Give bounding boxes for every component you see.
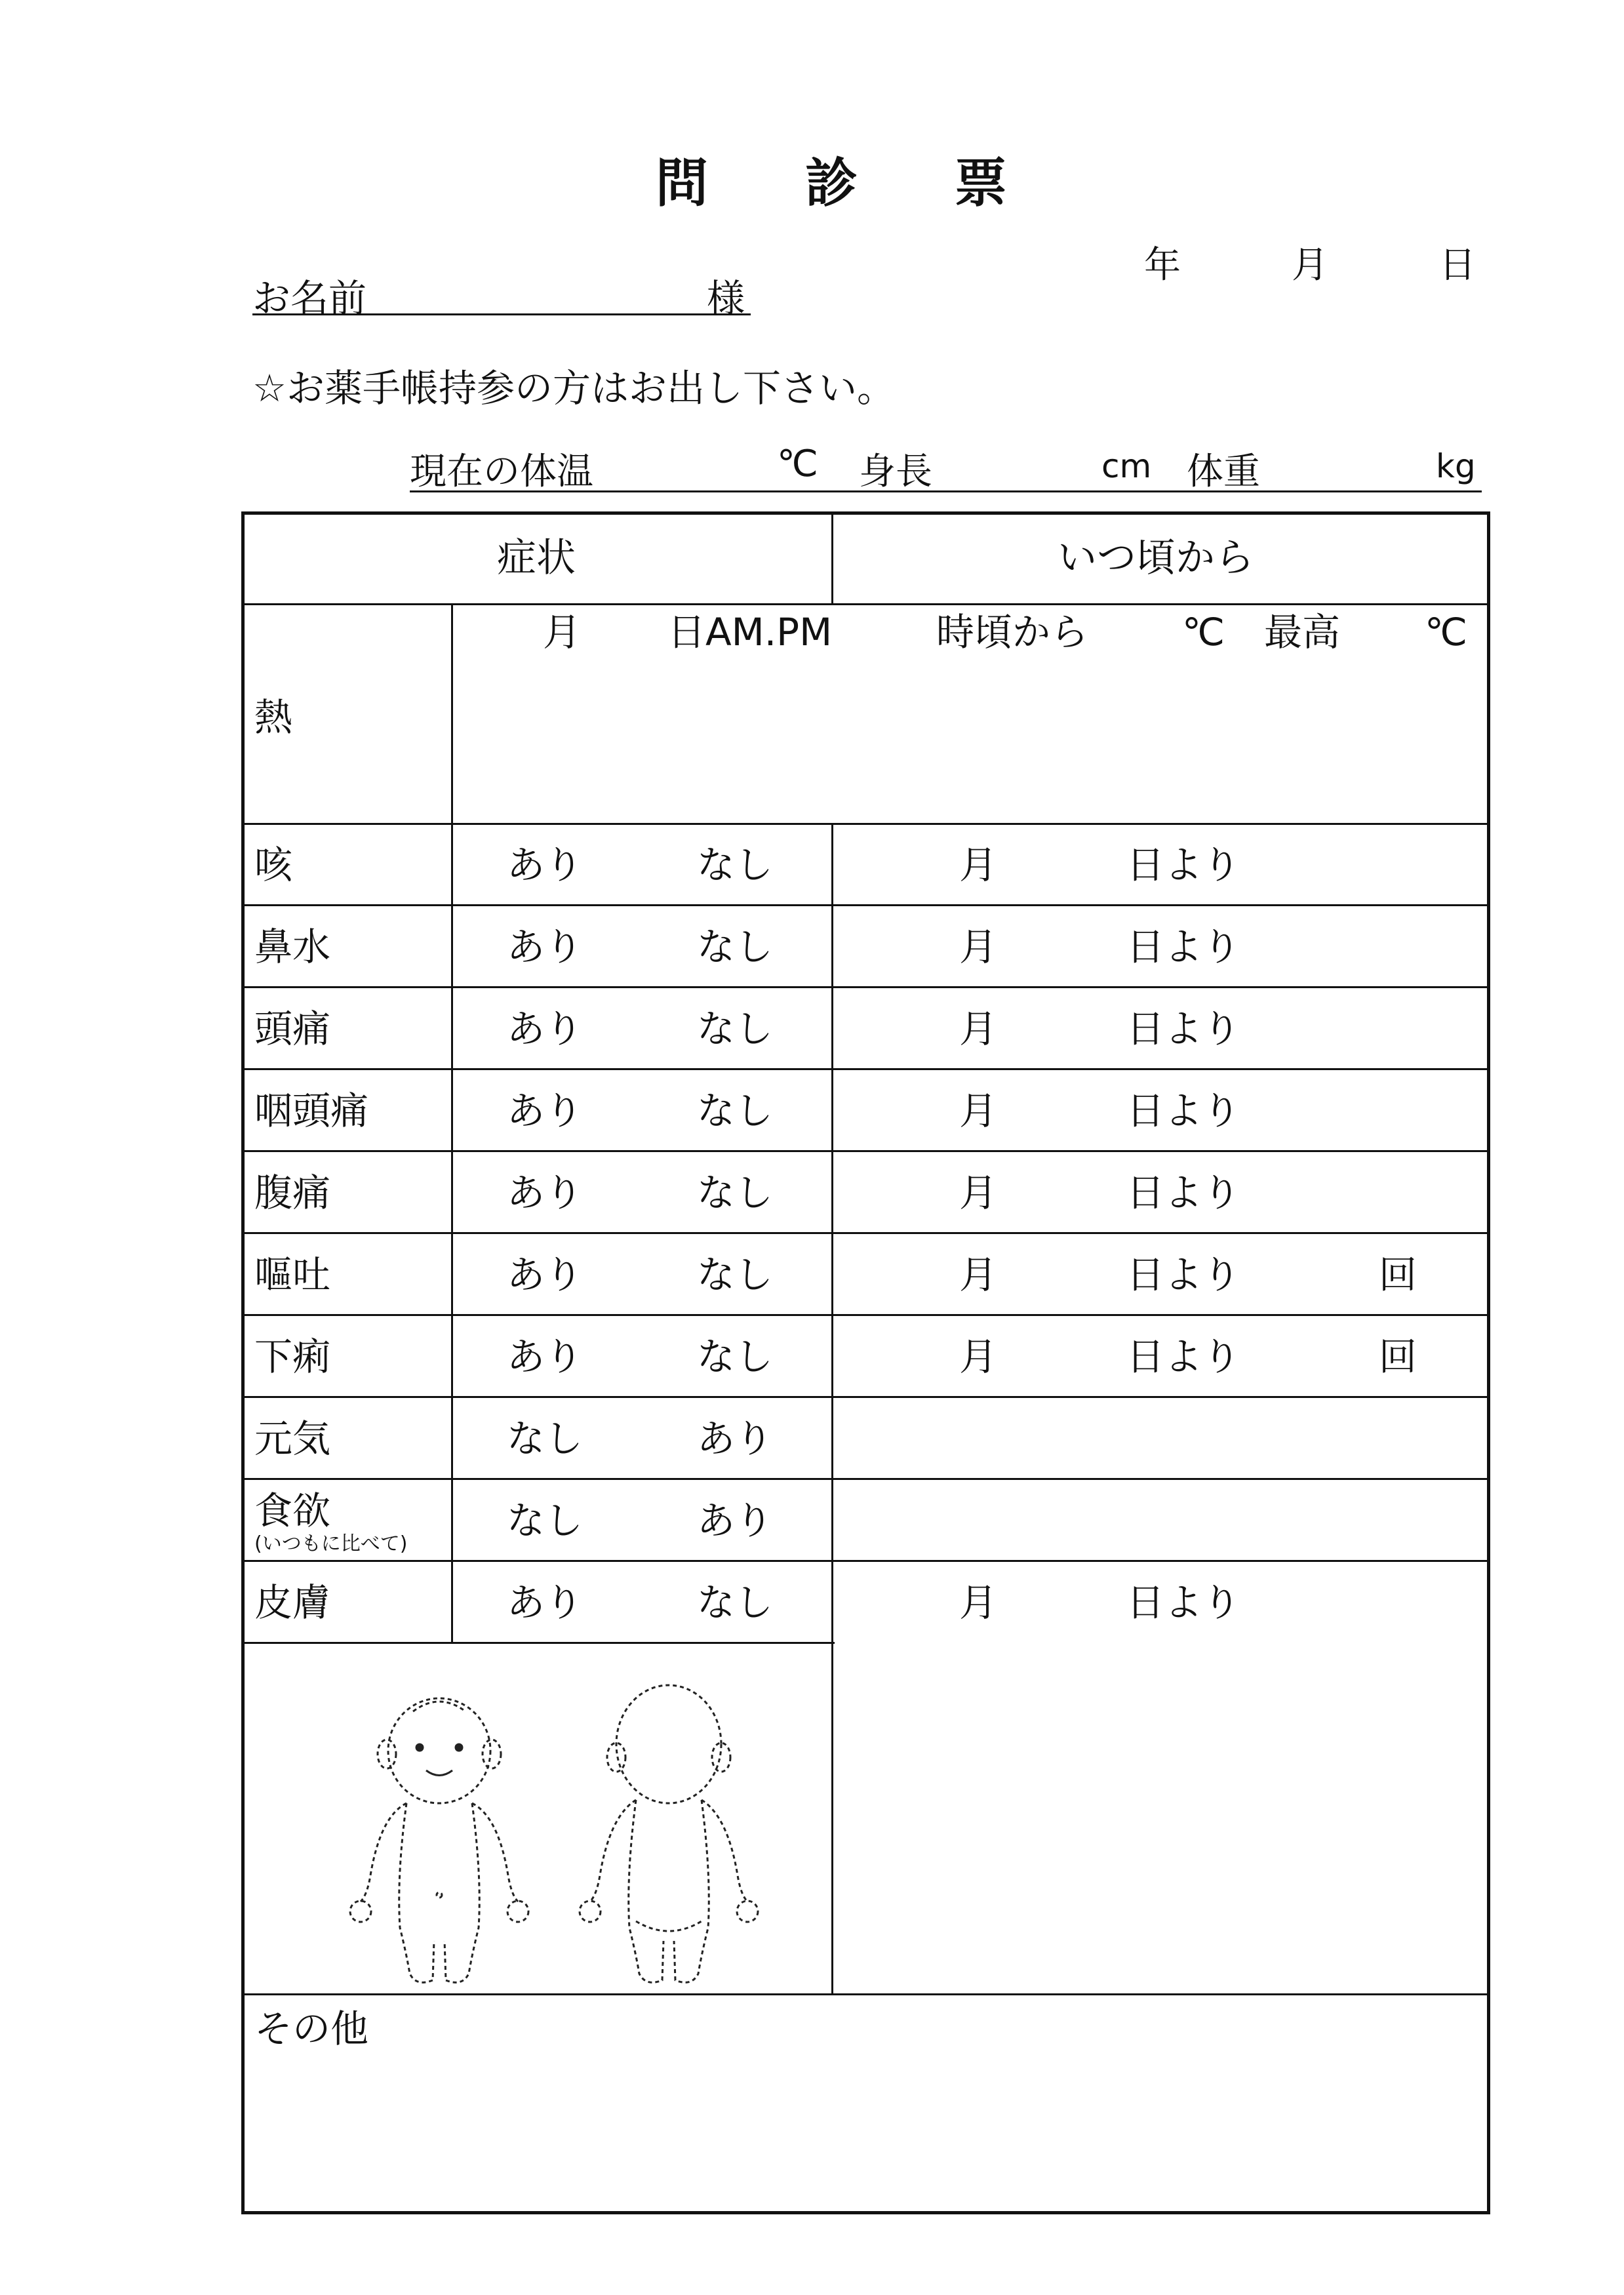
table-line bbox=[245, 1642, 835, 1644]
table-line bbox=[245, 1314, 1490, 1316]
table-line bbox=[245, 1068, 1490, 1070]
option-no[interactable]: なし bbox=[697, 1007, 774, 1051]
weight-label: 体重 bbox=[1187, 450, 1260, 493]
body-back-figure bbox=[580, 1685, 758, 1982]
option-yes[interactable]: あり bbox=[507, 1252, 584, 1297]
option-no[interactable]: なし bbox=[697, 1252, 774, 1297]
since-month: 月 bbox=[959, 1252, 998, 1297]
fever-max-celsius: ℃ bbox=[1425, 610, 1468, 654]
since-month: 月 bbox=[959, 1170, 998, 1215]
option-no[interactable]: なし bbox=[697, 1580, 774, 1625]
name-field-line[interactable] bbox=[252, 313, 751, 315]
option-no[interactable]: なし bbox=[507, 1498, 584, 1543]
since-month: 月 bbox=[959, 925, 998, 969]
since-day: 日より bbox=[1126, 925, 1241, 969]
body-diagram[interactable] bbox=[334, 1679, 780, 1993]
name-suffix: 様 bbox=[707, 276, 745, 321]
option-no[interactable]: なし bbox=[697, 1088, 774, 1133]
count-label: 回 bbox=[1379, 1334, 1417, 1379]
option-yes[interactable]: あり bbox=[507, 1580, 584, 1625]
symptom-label: 鼻水 bbox=[254, 925, 331, 969]
table-line bbox=[831, 823, 833, 1993]
symptom-label: 皮膚 bbox=[254, 1580, 331, 1625]
since-month: 月 bbox=[959, 1580, 998, 1625]
date-month-label: 月 bbox=[1292, 244, 1328, 287]
fever-max: 最高 bbox=[1264, 610, 1341, 654]
option-no[interactable]: なし bbox=[697, 925, 774, 969]
table-line bbox=[245, 1560, 1490, 1562]
symptom-label: 腹痛 bbox=[254, 1170, 331, 1215]
table-line bbox=[245, 1150, 1490, 1152]
height-unit: cm bbox=[1101, 447, 1152, 485]
date-day-label: 日 bbox=[1439, 244, 1476, 287]
table-line bbox=[245, 1993, 1490, 1995]
table-line bbox=[245, 1396, 1490, 1398]
fever-month: 月 bbox=[543, 610, 582, 654]
name-label: お名前 bbox=[252, 276, 367, 321]
symptom-label: 咽頭痛 bbox=[254, 1088, 369, 1133]
option-yes[interactable]: あり bbox=[507, 1088, 584, 1133]
table-line bbox=[245, 986, 1490, 988]
option-no[interactable]: なし bbox=[697, 843, 774, 887]
date-year-label: 年 bbox=[1144, 244, 1181, 287]
table-line bbox=[451, 603, 453, 1642]
table-line bbox=[245, 823, 1490, 825]
symptom-sublabel: (いつもに比べて) bbox=[254, 1532, 408, 1555]
fever-label: 熱 bbox=[254, 695, 293, 740]
notice-text: ☆お薬手帳持参の方はお出し下さい。 bbox=[252, 366, 895, 410]
fever-celsius: ℃ bbox=[1182, 610, 1225, 654]
weight-unit: kg bbox=[1436, 447, 1476, 485]
temp-label: 現在の体温 bbox=[410, 450, 593, 493]
table-line bbox=[831, 515, 833, 603]
table-line bbox=[245, 1232, 1490, 1234]
option-no[interactable]: なし bbox=[697, 1170, 774, 1215]
other-label: その他 bbox=[254, 2006, 369, 2051]
other-notes-area[interactable] bbox=[251, 2062, 1484, 2206]
symptom-label: 頭痛 bbox=[254, 1007, 331, 1051]
table-line bbox=[245, 904, 1490, 906]
since-day: 日より bbox=[1126, 1580, 1241, 1625]
option-yes[interactable]: あり bbox=[507, 1334, 584, 1379]
option-no[interactable]: なし bbox=[697, 1334, 774, 1379]
symptom-label: 下痢 bbox=[254, 1334, 331, 1379]
table-line bbox=[245, 1478, 1490, 1480]
option-yes[interactable]: あり bbox=[697, 1498, 774, 1543]
header-symptom: 症状 bbox=[497, 535, 576, 581]
option-yes[interactable]: あり bbox=[507, 925, 584, 969]
since-day: 日より bbox=[1126, 1088, 1241, 1133]
fever-day-ampm: 日AM.PM bbox=[667, 610, 833, 654]
option-no[interactable]: なし bbox=[507, 1416, 584, 1461]
since-day: 日より bbox=[1126, 1334, 1241, 1379]
option-yes[interactable]: あり bbox=[507, 1007, 584, 1051]
body-front-face bbox=[413, 1702, 465, 1776]
header-since: いつ頃から bbox=[1058, 535, 1254, 581]
symptom-label: 元気 bbox=[254, 1416, 331, 1461]
since-day: 日より bbox=[1126, 1170, 1241, 1215]
option-yes[interactable]: あり bbox=[507, 843, 584, 887]
since-day: 日より bbox=[1126, 843, 1241, 887]
symptom-label: 咳 bbox=[254, 843, 293, 887]
temp-unit: ℃ bbox=[777, 443, 818, 485]
since-month: 月 bbox=[959, 1007, 998, 1051]
count-label: 回 bbox=[1379, 1252, 1417, 1297]
page-title: 問 診 票 bbox=[656, 153, 1046, 214]
since-month: 月 bbox=[959, 1088, 998, 1133]
since-month: 月 bbox=[959, 843, 998, 887]
since-day: 日より bbox=[1126, 1252, 1241, 1297]
fever-time-from: 時頃から bbox=[936, 610, 1089, 654]
table-line bbox=[245, 603, 1490, 605]
option-yes[interactable]: あり bbox=[697, 1416, 774, 1461]
since-month: 月 bbox=[959, 1334, 998, 1379]
option-yes[interactable]: あり bbox=[507, 1170, 584, 1215]
symptom-label: 嘔吐 bbox=[254, 1252, 331, 1297]
height-label: 身長 bbox=[859, 450, 932, 493]
since-day: 日より bbox=[1126, 1007, 1241, 1051]
body-front-figure bbox=[350, 1698, 528, 1982]
symptom-label: 食欲 bbox=[254, 1488, 331, 1533]
